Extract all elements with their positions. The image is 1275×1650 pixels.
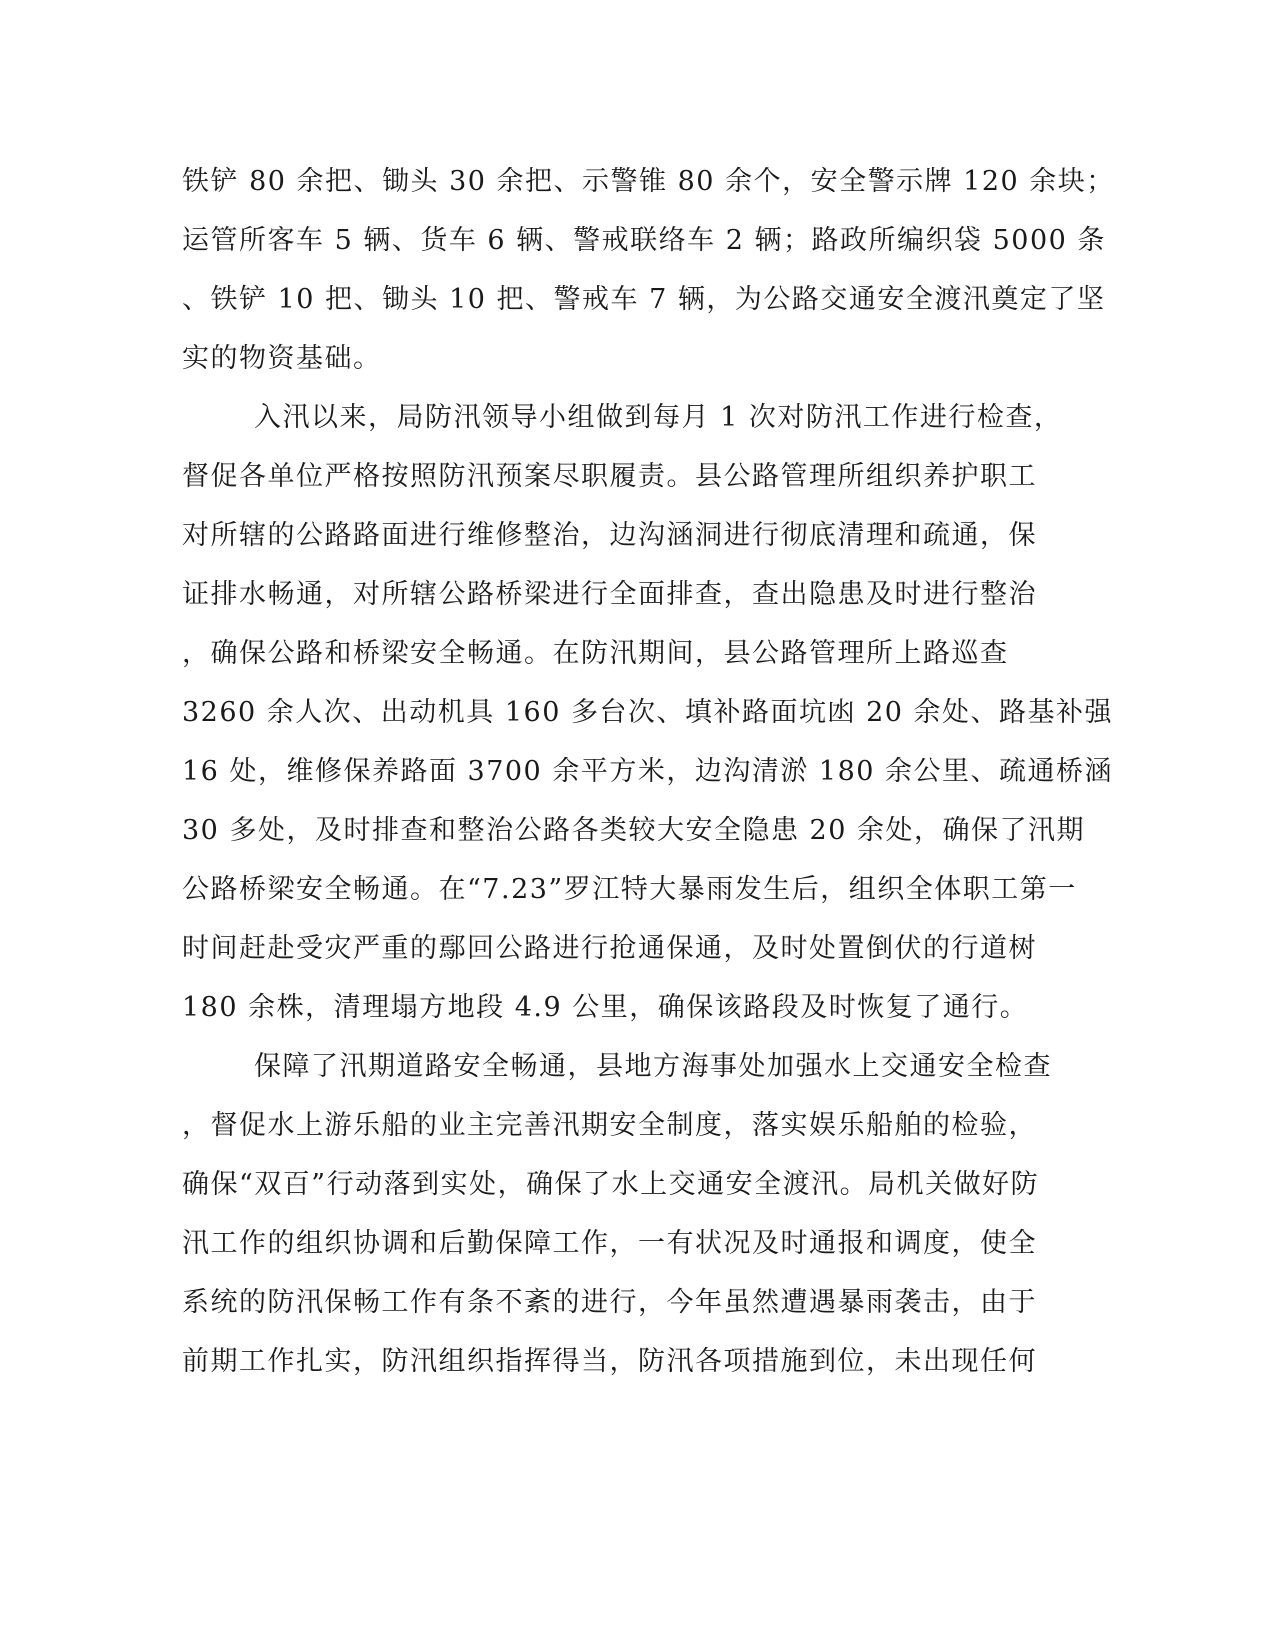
text-line: 系统的防汛保畅工作有条不紊的进行，今年虽然遭遇暴雨袭击，由于 [182,1287,1037,1318]
text-line: 30 多处，及时排查和整治公路各类较大安全隐患 20 余处，确保了汛期 [182,815,1085,846]
text-line: 督促各单位严格按照防汛预案尽职履责。县公路管理所组织养护职工 [182,461,1037,492]
text-line: 运管所客车 5 辆、货车 6 辆、警戒联络车 2 辆；路政所编织袋 5000 条 [182,225,1106,256]
text-line: 公路桥梁安全畅通。在“7.23”罗江特大暴雨发生后，组织全体职工第一 [182,874,1077,905]
body-text [182,162,1115,1401]
text-line: 实的物资基础。 [182,343,382,374]
text-line: 入汛以来，局防汛领导小组做到每月 1 次对防汛工作进行检查， [254,402,1063,433]
text-line: ，确保公路和桥梁安全畅通。在防汛期间，县公路管理所上路巡查 [182,638,1009,669]
paragraph-flood-inspection [182,398,1114,1047]
text-line: 前期工作扎实，防汛组织指挥得当，防汛各项措施到位，未出现任何 [182,1346,1037,1377]
text-line: 对所辖的公路路面进行维修整治，边沟涵洞进行彻底清理和疏通，保 [182,520,1037,551]
text-line: 16 处，维修保养路面 3700 余平方米，边沟清淤 180 余公里、疏通桥涵 [182,756,1114,787]
text-line: 、铁铲 10 把、锄头 10 把、警戒车 7 辆，为公路交通安全渡汛奠定了坚 [182,284,1106,315]
text-line: 3260 余人次、出动机具 160 多台次、填补路面坑凼 20 余处、路基补强 [182,697,1114,728]
text-line: 时间赶赴受灾严重的鄢回公路进行抢通保通，及时处置倒伏的行道树 [182,933,1037,964]
text-line: 180 余株，清理塌方地段 4.9 公里，确保该路段及时恢复了通行。 [182,992,1029,1023]
paragraph-water-safety [182,1047,1052,1401]
text-line: 铁铲 80 余把、锄头 30 余把、示警锥 80 余个，安全警示牌 120 余块； [182,166,1115,197]
paragraph-materials-continued [182,162,1115,398]
text-line: ，督促水上游乐船的业主完善汛期安全制度，落实娱乐船舶的检验， [182,1110,1037,1141]
text-line: 汛工作的组织协调和后勤保障工作，一有状况及时通报和调度，使全 [182,1228,1037,1259]
text-line: 保障了汛期道路安全畅通，县地方海事处加强水上交通安全检查 [254,1051,1052,1082]
text-line: 证排水畅通，对所辖公路桥梁进行全面排查，查出隐患及时进行整治 [182,579,1037,610]
text-line: 确保“双百”行动落到实处，确保了水上交通安全渡汛。局机关做好防 [182,1169,1040,1200]
